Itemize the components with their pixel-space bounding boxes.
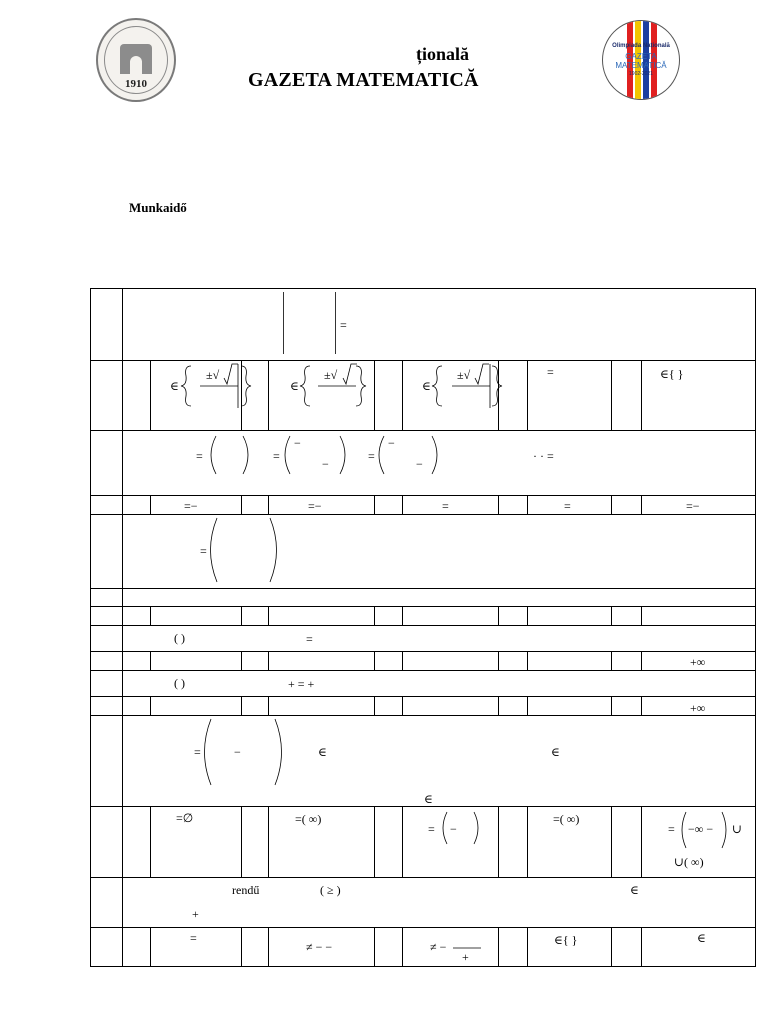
- row3-product: · · =: [533, 449, 554, 463]
- row3-b-sub: −: [322, 457, 329, 471]
- row8-paren: ( ): [174, 631, 185, 645]
- math-glyph-strokes: [181, 292, 726, 948]
- row12-in-2: ∈: [551, 745, 560, 759]
- row4-c1: =−: [184, 499, 198, 513]
- page-title: GAZETA MATEMATICĂ: [248, 69, 479, 91]
- row14-in: ∈: [630, 883, 639, 897]
- row2-c3-in: ∈: [422, 379, 431, 393]
- header-subtitle: țională: [416, 44, 470, 64]
- row15-c2: ≠ − −: [306, 940, 333, 954]
- olympiad-logo-matematica: MATEMATICĂ: [615, 61, 667, 70]
- row3-b-minus: −: [294, 436, 301, 450]
- row5-equals: =: [200, 544, 207, 558]
- row13-c5-interval: −∞ −: [688, 822, 714, 836]
- row13-c1: =∅: [176, 811, 194, 825]
- row2-c2-pm-sqrt: ±√: [324, 368, 338, 382]
- row-9-columns: [151, 651, 642, 670]
- row14-rendu: rendű: [232, 883, 260, 897]
- row-11-columns: [151, 696, 642, 715]
- row2-c5-set: ∈{ }: [660, 367, 684, 381]
- row8-equals: =: [306, 632, 313, 646]
- row15-c4: ∈{ }: [554, 933, 578, 947]
- row-2-columns: [151, 360, 642, 430]
- row11-infinity: +∞: [690, 701, 706, 715]
- row13-c5-eq: =: [668, 822, 675, 836]
- row13-c5-interval-2: ∪( ∞): [674, 855, 704, 869]
- row1-equals: =: [340, 318, 347, 332]
- olympiad-logo-gazeta: GAZETA: [625, 52, 657, 61]
- time-label: Munkaidő: [129, 200, 187, 215]
- seal-year: 1910: [125, 78, 147, 90]
- row13-c3-eq: =: [428, 822, 435, 836]
- row4-c3: =: [442, 499, 449, 513]
- row12-minus: −: [234, 745, 241, 759]
- row10-paren: ( ): [174, 676, 185, 690]
- olympiad-logo-line-1: Olimpiada Națională: [612, 43, 670, 49]
- row3-eq-b: =: [273, 449, 280, 463]
- row3-c-sub: −: [416, 457, 423, 471]
- row14-condition: ( ≥ ): [320, 883, 341, 897]
- row10-expression: + = +: [288, 677, 315, 691]
- row3-c-minus: −: [388, 436, 395, 450]
- row13-c3-minus: −: [450, 822, 457, 836]
- row4-c4: =: [564, 499, 571, 513]
- row2-c1-in: ∈: [170, 379, 179, 393]
- row4-c2: =−: [308, 499, 322, 513]
- row15-c3-plus: +: [462, 950, 469, 964]
- row12-in-1: ∈: [318, 745, 327, 759]
- row13-c2: =( ∞): [295, 812, 322, 826]
- row13-c4: =( ∞): [553, 812, 580, 826]
- row3-eq-a: =: [196, 449, 203, 463]
- row2-c1-pm-sqrt: ±√: [206, 368, 220, 382]
- row3-eq-c: =: [368, 449, 375, 463]
- row12-in-3: ∈: [424, 792, 433, 806]
- row2-c3-pm-sqrt: ±√: [457, 368, 471, 382]
- row2-c2-in: ∈: [290, 379, 299, 393]
- row13-c5-union: ∪: [732, 822, 743, 836]
- row15-c3: ≠ −: [430, 940, 447, 954]
- row9-infinity: +∞: [690, 655, 706, 669]
- row14-plus: +: [192, 907, 199, 921]
- row2-c4-equals: =: [547, 365, 554, 379]
- row4-c5: =−: [686, 499, 700, 513]
- row15-c5: ∈: [697, 931, 706, 945]
- olympiad-logo-years: 1902-2021: [629, 71, 653, 77]
- row12-equals: =: [194, 745, 201, 759]
- row15-c1: =: [190, 931, 197, 945]
- row-7-columns: [151, 606, 642, 625]
